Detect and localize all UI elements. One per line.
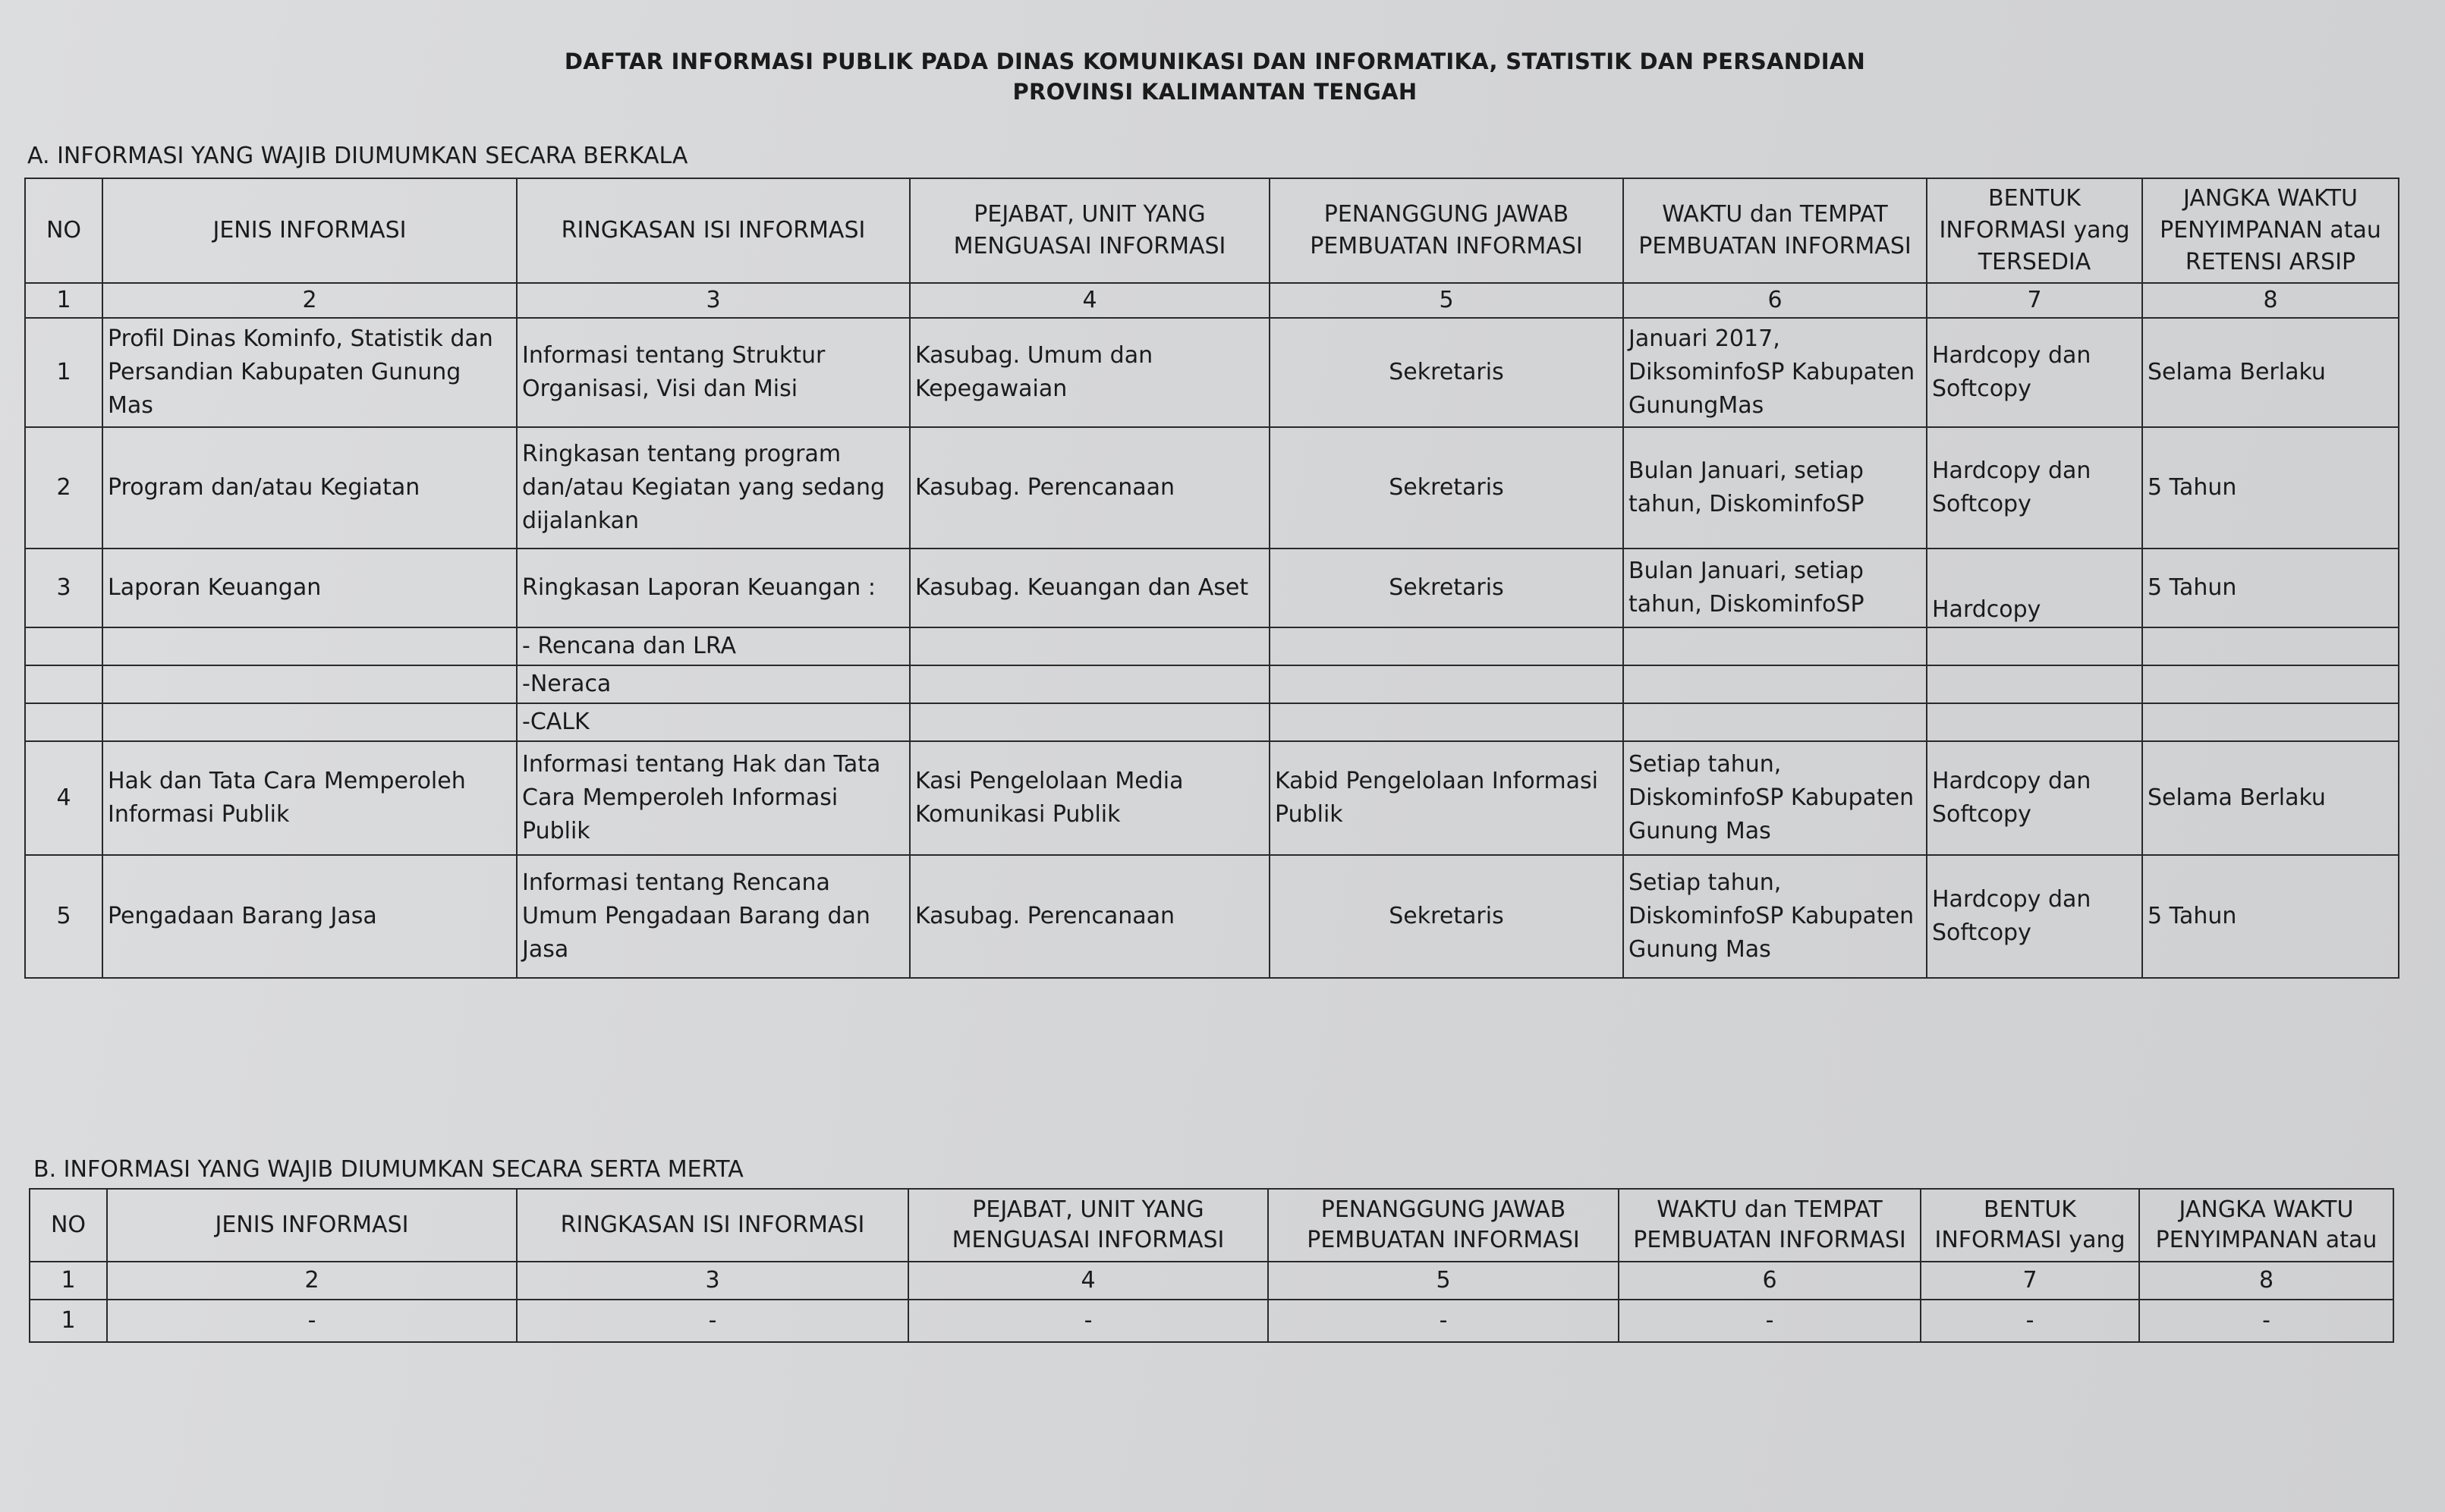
row-number bbox=[25, 627, 102, 665]
cell-ringkasan: Informasi tentang Hak dan Tata Cara Memperoleh Informasi Publik bbox=[517, 741, 910, 855]
cell-pejabat bbox=[910, 627, 1270, 665]
cell-penanggung-jawab bbox=[1270, 703, 1623, 741]
cell-bentuk: - bbox=[1921, 1300, 2139, 1342]
cell-waktu-tempat: Setiap tahun, DiskominfoSP Kabupaten Gunung Mas bbox=[1623, 855, 1927, 978]
column-number: 8 bbox=[2142, 283, 2399, 318]
cell-pejabat bbox=[910, 665, 1270, 703]
table-row bbox=[25, 855, 2399, 978]
table-row bbox=[25, 427, 2399, 549]
cell-waktu-tempat: Bulan Januari, setiap tahun, DiskominfoSP bbox=[1623, 549, 1927, 627]
header-cell: PEJABAT, UNIT YANG MENGUASAI INFORMASI bbox=[910, 178, 1270, 283]
cell-bentuk: Hardcopy dan Softcopy bbox=[1927, 855, 2142, 978]
header-cell: NO bbox=[30, 1189, 107, 1262]
cell-jangka-waktu bbox=[2142, 627, 2399, 665]
header-cell: PENANGGUNG JAWAB PEMBUATAN INFORMASI bbox=[1268, 1189, 1619, 1262]
cell-ringkasan: -CALK bbox=[517, 703, 910, 741]
table-row bbox=[25, 703, 2399, 741]
cell-jenis bbox=[102, 627, 517, 665]
table-header-row bbox=[25, 178, 2399, 283]
cell-waktu-tempat bbox=[1623, 703, 1927, 741]
cell-jangka-waktu bbox=[2142, 665, 2399, 703]
column-number: 1 bbox=[30, 1262, 107, 1300]
header-cell: JANGKA WAKTU PENYIMPANAN atau bbox=[2139, 1189, 2393, 1262]
column-number: 5 bbox=[1268, 1262, 1619, 1300]
cell-jangka-waktu: Selama Berlaku bbox=[2142, 741, 2399, 855]
table-header-row bbox=[30, 1189, 2393, 1262]
cell-penanggung-jawab bbox=[1270, 665, 1623, 703]
row-number: 1 bbox=[25, 318, 102, 427]
cell-jenis: Pengadaan Barang Jasa bbox=[102, 855, 517, 978]
cell-pejabat: Kasubag. Perencanaan bbox=[910, 855, 1270, 978]
column-number: 5 bbox=[1270, 283, 1623, 318]
cell-pejabat: Kasubag. Umum dan Kepegawaian bbox=[910, 318, 1270, 427]
cell-waktu-tempat: Bulan Januari, setiap tahun, DiskominfoSP bbox=[1623, 427, 1927, 549]
header-cell: RINGKASAN ISI INFORMASI bbox=[517, 178, 910, 283]
cell-ringkasan: -Neraca bbox=[517, 665, 910, 703]
cell-jenis: - bbox=[107, 1300, 517, 1342]
cell-pejabat: Kasi Pengelolaan Media Komunikasi Publik bbox=[910, 741, 1270, 855]
cell-jenis: Laporan Keuangan bbox=[102, 549, 517, 627]
column-number: 7 bbox=[1921, 1262, 2139, 1300]
column-number: 7 bbox=[1927, 283, 2142, 318]
column-number: 2 bbox=[102, 283, 517, 318]
header-cell: WAKTU dan TEMPAT PEMBUATAN INFORMASI bbox=[1619, 1189, 1921, 1262]
header-cell: RINGKASAN ISI INFORMASI bbox=[517, 1189, 908, 1262]
cell-jenis bbox=[102, 703, 517, 741]
column-number: 3 bbox=[517, 1262, 908, 1300]
cell-jangka-waktu: 5 Tahun bbox=[2142, 549, 2399, 627]
header-cell: BENTUK INFORMASI yang bbox=[1921, 1189, 2139, 1262]
cell-penanggung-jawab: Sekretaris bbox=[1270, 549, 1623, 627]
table-row bbox=[25, 318, 2399, 427]
column-number: 4 bbox=[908, 1262, 1268, 1300]
cell-jangka-waktu: - bbox=[2139, 1300, 2393, 1342]
header-cell: WAKTU dan TEMPAT PEMBUATAN INFORMASI bbox=[1623, 178, 1927, 283]
table-row bbox=[25, 741, 2399, 855]
cell-jenis: Program dan/atau Kegiatan bbox=[102, 427, 517, 549]
cell-bentuk bbox=[1927, 665, 2142, 703]
cell-bentuk: Hardcopy dan Softcopy bbox=[1927, 427, 2142, 549]
table-serta-merta bbox=[29, 1188, 2394, 1343]
row-number bbox=[25, 703, 102, 741]
cell-ringkasan: - bbox=[517, 1300, 908, 1342]
cell-penanggung-jawab: Sekretaris bbox=[1270, 318, 1623, 427]
cell-penanggung-jawab: Sekretaris bbox=[1270, 855, 1623, 978]
cell-bentuk bbox=[1927, 703, 2142, 741]
table-row bbox=[25, 627, 2399, 665]
column-number-row bbox=[25, 283, 2399, 318]
cell-penanggung-jawab: - bbox=[1268, 1300, 1619, 1342]
row-number bbox=[25, 665, 102, 703]
header-cell: PENANGGUNG JAWAB PEMBUATAN INFORMASI bbox=[1270, 178, 1623, 283]
cell-waktu-tempat bbox=[1623, 665, 1927, 703]
column-number: 8 bbox=[2139, 1262, 2393, 1300]
column-number: 2 bbox=[107, 1262, 517, 1300]
cell-waktu-tempat bbox=[1623, 627, 1927, 665]
row-number: 1 bbox=[30, 1300, 107, 1342]
cell-jangka-waktu: 5 Tahun bbox=[2142, 855, 2399, 978]
cell-ringkasan: Informasi tentang Rencana Umum Pengadaan Barang dan Jasa bbox=[517, 855, 910, 978]
cell-ringkasan: Informasi tentang Struktur Organisasi, Visi dan Misi bbox=[517, 318, 910, 427]
header-cell: NO bbox=[25, 178, 102, 283]
column-number: 6 bbox=[1619, 1262, 1921, 1300]
cell-bentuk: Hardcopy dan Softcopy bbox=[1927, 741, 2142, 855]
row-number: 4 bbox=[25, 741, 102, 855]
cell-ringkasan: Ringkasan tentang program dan/atau Kegiatan yang sedang dijalankan bbox=[517, 427, 910, 549]
header-cell: PEJABAT, UNIT YANG MENGUASAI INFORMASI bbox=[908, 1189, 1268, 1262]
header-cell: JANGKA WAKTU PENYIMPANAN atau RETENSI ARSIP bbox=[2142, 178, 2399, 283]
cell-jenis: Profil Dinas Kominfo, Statistik dan Persandian Kabupaten Gunung Mas bbox=[102, 318, 517, 427]
cell-ringkasan: Ringkasan Laporan Keuangan : bbox=[517, 549, 910, 627]
cell-jenis: Hak dan Tata Cara Memperoleh Informasi Publik bbox=[102, 741, 517, 855]
table-berkala bbox=[24, 178, 2399, 979]
cell-penanggung-jawab: Kabid Pengelolaan Informasi Publik bbox=[1270, 741, 1623, 855]
table-row bbox=[30, 1300, 2393, 1342]
cell-jangka-waktu bbox=[2142, 703, 2399, 741]
header-cell: JENIS INFORMASI bbox=[102, 178, 517, 283]
cell-waktu-tempat: Januari 2017, DiksominfoSP Kabupaten GunungMas bbox=[1623, 318, 1927, 427]
column-number-row bbox=[30, 1262, 2393, 1300]
header-cell: BENTUK INFORMASI yang TERSEDIA bbox=[1927, 178, 2142, 283]
cell-pejabat: Kasubag. Keuangan dan Aset bbox=[910, 549, 1270, 627]
document-title: DAFTAR INFORMASI PUBLIK PADA DINAS KOMUNIKASI DAN INFORMATIKA, STATISTIK DAN PERSANDIAN bbox=[564, 49, 1866, 74]
document-subtitle: PROVINSI KALIMANTAN TENGAH bbox=[1012, 79, 1418, 105]
cell-waktu-tempat: - bbox=[1619, 1300, 1921, 1342]
row-number: 2 bbox=[25, 427, 102, 549]
cell-pejabat: - bbox=[908, 1300, 1268, 1342]
cell-penanggung-jawab: Sekretaris bbox=[1270, 427, 1623, 549]
section-a-heading: A. INFORMASI YANG WAJIB DIUMUMKAN SECARA BERKALA bbox=[27, 143, 688, 169]
column-number: 6 bbox=[1623, 283, 1927, 318]
row-number: 5 bbox=[25, 855, 102, 978]
cell-ringkasan: - Rencana dan LRA bbox=[517, 627, 910, 665]
table-row bbox=[25, 665, 2399, 703]
column-number: 3 bbox=[517, 283, 910, 318]
row-number: 3 bbox=[25, 549, 102, 627]
table-row bbox=[25, 549, 2399, 627]
cell-bentuk: Hardcopy dan Softcopy bbox=[1927, 318, 2142, 427]
cell-waktu-tempat: Setiap tahun, DiskominfoSP Kabupaten Gunung Mas bbox=[1623, 741, 1927, 855]
header-cell: JENIS INFORMASI bbox=[107, 1189, 517, 1262]
cell-bentuk: Hardcopy bbox=[1927, 549, 2142, 627]
cell-jenis bbox=[102, 665, 517, 703]
column-number: 1 bbox=[25, 283, 102, 318]
column-number: 4 bbox=[910, 283, 1270, 318]
section-b-heading: B. INFORMASI YANG WAJIB DIUMUMKAN SECARA SERTA MERTA bbox=[33, 1156, 744, 1183]
cell-bentuk bbox=[1927, 627, 2142, 665]
cell-penanggung-jawab bbox=[1270, 627, 1623, 665]
cell-jangka-waktu: 5 Tahun bbox=[2142, 427, 2399, 549]
cell-jangka-waktu: Selama Berlaku bbox=[2142, 318, 2399, 427]
cell-pejabat: Kasubag. Perencanaan bbox=[910, 427, 1270, 549]
cell-pejabat bbox=[910, 703, 1270, 741]
